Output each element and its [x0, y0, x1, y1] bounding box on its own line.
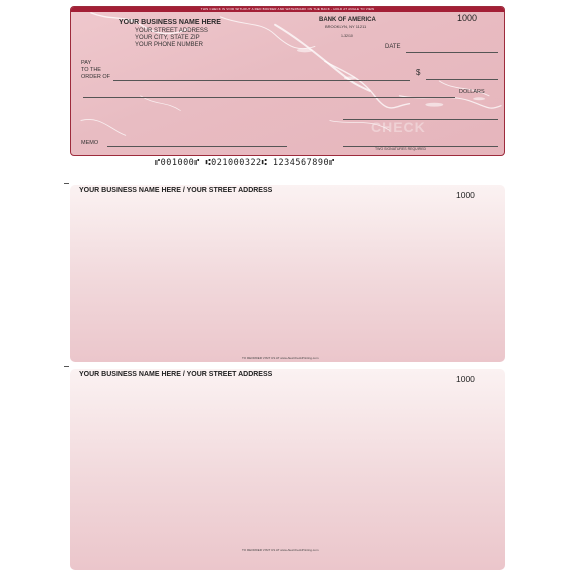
- stub-number: 1000: [456, 190, 475, 200]
- amount-box-line[interactable]: [426, 79, 498, 80]
- stub-2: [70, 369, 505, 570]
- pay-label: PAY: [81, 60, 92, 66]
- city-state-zip: YOUR CITY, STATE ZIP: [135, 35, 200, 41]
- stub-header: YOUR BUSINESS NAME HERE / YOUR STREET ADDRESS: [79, 187, 273, 194]
- reorder-note: TO REORDER VISIT US AT www.AlexCheckPrinting.com: [242, 356, 319, 360]
- check-number: 1000: [457, 13, 478, 23]
- date-label: DATE: [385, 44, 401, 50]
- order-of-label: ORDER OF: [81, 74, 111, 80]
- dollar-sign: $: [416, 68, 421, 77]
- business-name: YOUR BUSINESS NAME HERE: [119, 19, 221, 26]
- bank-name: BANK OF AMERICA: [319, 17, 376, 23]
- amount-words-line[interactable]: [83, 97, 455, 98]
- fraction-code: 1-32/10: [341, 34, 353, 38]
- stub-number: 1000: [456, 374, 475, 384]
- check: [70, 6, 505, 156]
- signature-line-1[interactable]: [343, 119, 498, 120]
- micr-line: ⑈001000⑈ ⑆021000322⑆ 1234567890⑈: [155, 158, 335, 168]
- memo-line[interactable]: [107, 146, 287, 147]
- bank-city: BROOKLYN, NY 11211: [325, 24, 367, 29]
- signature-note: TWO SIGNATURES REQUIRED: [375, 147, 427, 151]
- payee-line[interactable]: [113, 80, 410, 81]
- dollars-label: DOLLARS: [459, 89, 485, 95]
- stub-1: [70, 185, 505, 362]
- memo-label: MEMO: [81, 140, 99, 146]
- void-warning-banner: THIS CHECK IS VOID WITHOUT A RED BORDER AND WATERMARK ON THE BACK - HOLD AT ANGLE TO VIEW: [71, 7, 504, 12]
- perforation-tick: [64, 183, 69, 184]
- phone-number: YOUR PHONE NUMBER: [135, 42, 204, 48]
- to-the-label: TO THE: [81, 67, 101, 73]
- street-address: YOUR STREET ADDRESS: [135, 28, 208, 34]
- reorder-note: TO REORDER VISIT US AT www.AlexCheckPrinting.com: [242, 548, 319, 552]
- stub-header: YOUR BUSINESS NAME HERE / YOUR STREET ADDRESS: [79, 371, 273, 378]
- perforation-tick: [64, 366, 69, 367]
- watermark: CHECK: [371, 119, 426, 135]
- date-line[interactable]: [406, 52, 498, 53]
